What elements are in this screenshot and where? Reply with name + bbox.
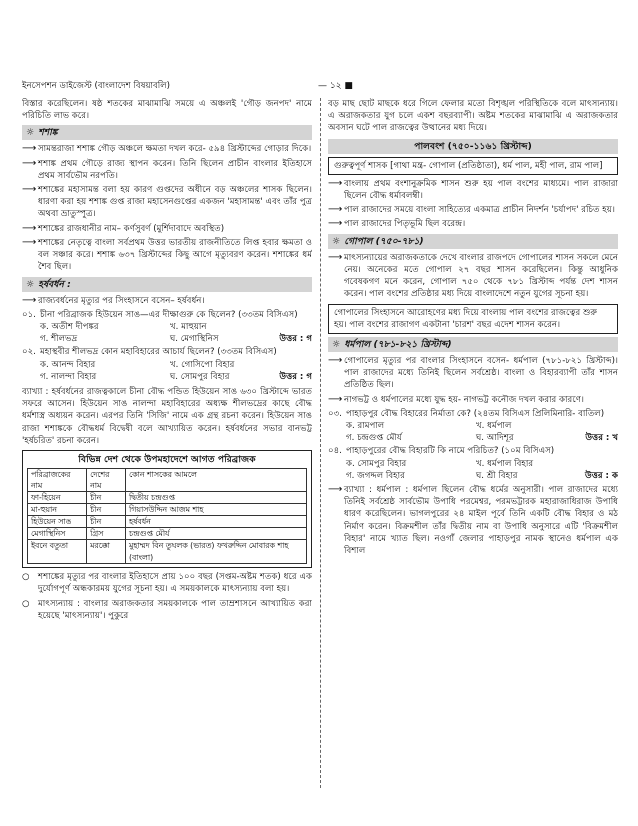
arrow-icon: ⟶ — [22, 222, 37, 234]
arrow-icon: ⟶ — [328, 251, 343, 263]
rulers-box: গুরুত্বপূর্ণ শাসক [গাথা মন্ত্র- গোপাল (প্রতিষ্ঠাতা), ধর্ম পাল, মহী পাল, রাম পাল] — [328, 157, 618, 175]
sun-icon: ☼ — [332, 338, 341, 350]
sun-icon: ☼ — [332, 235, 341, 247]
question-4: ০৪. পাহাড়পুরের বৌদ্ধ বিহারটি কি নামে পরিচিত? (১০ম বিসিএস) ক. সোমপুর বিহার খ. ধর্মপাল বিহার গ. জগদ্দল বিহার ঘ. শ্রী বিহার উত্তর : ক — [328, 446, 618, 481]
arrow-icon: ⟶ — [328, 393, 343, 405]
intro-paragraph: বিস্তার করেছিলেন। ষষ্ঠ শতকের মাঝামাঝি সময়ে এ অঞ্চলই 'গৌড় জনপদ' নামে পরিচিতি লাভ করে। — [22, 99, 312, 122]
document-page — [22, 80, 618, 826]
list-item: ⟶ নাগভট্ট ও ধর্মপালের মধ্যে যুদ্ধ হয়- নাগভট্ট কনৌজ দখল করার কারণে। — [328, 393, 584, 405]
section-heading-harsha: ☼ হর্ষবর্ধন : — [22, 277, 312, 292]
list-item: ⟶ শশাঙ্কের রাজধানীর নাম– কর্ণসুবর্ণ (মুর্শিদাবাদে অবস্থিত) — [22, 222, 225, 234]
list-item: ⟶ পাল রাজাদের পিতৃভূমি ছিল বরেন্দ্র। — [328, 218, 466, 230]
question-3: ০৩. পাহাড়পুর বৌদ্ধ বিহারের নির্মাতা কে? (২৪তম বিসিএস প্রিলিমিনারি- বাতিল) ক. রামপাল খ. ধর্মপাল গ. চন্দ্রগুপ্ত মৌর্য ঘ. আদিশূর উত্তর : খ — [328, 408, 618, 444]
list-item: ⟶ শশাঙ্কের নেতৃত্বে বাংলা সর্বপ্রথম উত্তর ভারতীয় রাজনীতিতে লিপ্ত হবার ক্ষমতা ও বল সঞ্চার করে। শশাঙ্ক ৬৩৭ খ্রিস্টাব্দের কিছু আগে মৃত্যুবরণ করেন। শশাঙ্কের ধর্ম শৈব ছিল। — [22, 236, 312, 273]
arrow-icon: ⟶ — [22, 236, 37, 248]
circle-bullet-icon: ○ — [22, 598, 30, 609]
explanation-paragraph: ব্যাখ্যা : হর্ষবর্ধনের রাজত্বকালে চীনা বৌদ্ধ পন্ডিত হিউয়েন সাঙ ৬৩০ খ্রিস্টাব্দে ভারত সফরে আসেন। হিউয়েন সাঙ নালন্দা মহাবিহারের অধ্যক্ষ শীলভদ্রের কাছে বৌদ্ধ ধর্মশাস্ত্র অধ্যয়ন করেন। এরপর তিনি 'সিজি' নামে এক গ্রন্থ রচনা করেন। হিউয়েন সাঙ রাজা শশাঙ্ককে বৌদ্ধধর্ম বিদ্বেষী বলে আখ্যায়িত করেন। হর্ষবর্ধনের সভার বানভট্ট 'হর্ষচরিত' রচনা করেন। — [22, 386, 312, 446]
list-item: ⟶ ব্যাখ্যা : ধর্মপাল : ধর্মপাল ছিলেন বৌদ্ধ ধর্মের অনুসারী। পাল রাজাদের মধ্যে তিনিই সর্বশ্রেষ্ঠ সার্বভৌম উপাধি পরমেশ্বর, পরমভট্টারক মহারাজাধিরাজ উপাধি ধারণ করেছিলেন। ভাগলপুরের ২৪ মাইল পূর্বে তিনি একটি বৌদ্ধ বিহার ও মঠ নির্মাণ করেন। বিক্রমশীল তাঁর দ্বিতীয় নাম বা উপাধি অনুসারে এটি 'বিক্রমশীল বিহার' নামে খ্যাত ছিল। নওগাঁ জেলার পাহাড়পুর নামক স্থানেও ধর্মপাল এক বিশাল — [328, 484, 618, 557]
column-divider — [320, 98, 321, 788]
list-item: ⟶ সামন্তরাজা শশাঙ্ক গৌড় অঞ্চলে ক্ষমতা দখল করে- ৫৯৪ খ্রিস্টাব্দের গোড়ার দিকে। — [22, 143, 312, 155]
list-item: ⟶ বাংলায় প্রথম বংশানুক্রমিক শাসন শুরু হয় পাল বংশের মাধ্যমে। পাল রাজারা ছিলেন বৌদ্ধ ধর্মাবলম্বী। — [328, 177, 618, 202]
arrow-icon: ⟶ — [22, 184, 37, 196]
list-item: ⟶ পাল রাজাদের সময়ে বাংলা সাহিত্যের একমাত্র প্রাচীন নিদর্শন 'চর্যাপদ' রচিত হয়। — [328, 204, 615, 216]
arrow-icon: ⟶ — [328, 484, 343, 496]
arrow-icon: ⟶ — [328, 218, 343, 230]
sun-icon: ☼ — [26, 278, 35, 290]
section-heading-pala: পালবংশ (৭৫০-১১৬১ খ্রিস্টাব্দ) — [328, 139, 618, 154]
table-row: মেগাস্থিনিস গ্রিস চন্দ্রগুপ্ত মৌর্য — [28, 528, 307, 540]
list-item: ⟶ শশাঙ্ক প্রথম গৌড়ে রাজ্য স্থাপন করেন। তিনি ছিলেন প্রাচীন বাংলার ইতিহাসে প্রথম সার্বভৌম নরপতি। — [22, 157, 312, 181]
travelers-table-box — [22, 450, 312, 568]
list-item: ⟶ শশাঙ্কের মহাসামন্ত বলা হয় কারণ গুপ্তদের অধীনে বড় অঞ্চলের শাসক ছিলেন। ধারণা করা হয় শশাঙ্ক গুপ্ত রাজা মহাসেনগুপ্তের একজন 'মহাসামন্ত' এবং তাঁর পুত্র অথবা ভ্রাতুস্পুত্র। — [22, 184, 312, 220]
list-item: ○ মাৎস্যন্যায় : বাংলার অরাজকতার সময়কালকে পাল তাম্রশাসনে আখ্যায়িত করা হয়েছে 'মাৎস্যন্যায়'। পুকুরে — [22, 598, 312, 622]
arrow-icon: ⟶ — [328, 177, 343, 189]
list-item: ○ শশাঙ্কের মৃত্যুর পর বাংলার ইতিহাসে প্রায় ১০০ বছর (সপ্তম-অষ্টম শতক) ধরে এক দুর্যোগপূর্ণ অন্ধকারময় যুগের সূচনা হয়। এ সময়কালকে মাৎস্যন্যায় বলা হয়। — [22, 571, 312, 594]
table-row: মা-হুয়ান চীন গিয়াসউদ্দিন আজম শাহ — [28, 504, 307, 516]
arrow-icon: ⟶ — [328, 355, 343, 367]
answer-label: উত্তর : গ — [279, 371, 312, 382]
question-1: ০১. চীনা পরিব্রাজক হিউয়েন সাঙ—এর দীক্ষাগুরু কে ছিলেন? (৩৩তম বিসিএস) ক. অতীশ দীপঙ্কর খ. মাহুয়ান গ. শীলভদ্র ঘ. মেগাস্থিনিস উত্তর : গ — [22, 309, 312, 345]
answer-label: উত্তর : ক — [585, 470, 618, 481]
list-item: ⟶ গোপালের মৃত্যুর পর বাংলার সিংহাসনে বসেন- ধর্মপাল (৭৮১-৮২১ খ্রিস্টাব্দ)। পাল রাজাদের মধ্যে তিনিই ছিলেন সর্বশ্রেষ্ঠ। বাংলা ও বিহারব্যাপী তাঁর শাসন প্রতিষ্ঠিত ছিল। — [328, 355, 618, 391]
section-heading-dharmapala: ☼ ধর্মপাল (৭৮১-৮২১ খ্রিস্টাব্দ) — [328, 337, 618, 352]
continued-paragraph: বড় মাছ ছোট মাছকে ধরে গিলে ফেলার মতো বিশৃঙ্খল পরিস্থিতিকে বলে মাৎস্যন্যায়। এ অরাজকতার যুগ চলে একশ বছরব্যাপী। অষ্টম শতকের মাঝামাঝি এ অরাজকতার অবসান ঘটে পাল রাজত্বের উত্থানের মধ্য দিয়ে। — [328, 99, 618, 134]
list-item: ⟶ রাজ্যবর্ধনের মৃত্যুর পর সিংহাসনে বসেন– হর্ষবর্ধন। — [22, 294, 205, 306]
section-heading-sasanka: ☼ শশাঙ্ক — [22, 125, 312, 140]
circle-bullet-icon: ○ — [22, 571, 30, 582]
arrow-icon: ⟶ — [22, 157, 37, 169]
sun-icon: ☼ — [26, 127, 35, 139]
arrow-icon: ⟶ — [328, 204, 343, 216]
gopal-note-box: গোপালের সিংহাসনে আরোহণের মধ্য দিয়ে বাংলায় পাল বংশের রাজত্বের শুরু হয়। পাল বংশের রাজাগণ একটানা 'চারশ' বছর এদেশ শাসন করেন। — [328, 304, 618, 334]
left-column — [22, 98, 312, 798]
answer-label: উত্তর : গ — [279, 334, 312, 345]
header-title: ইনসেপশন ডাইজেস্ট (বাংলাদেশ বিষয়াবলি) — [22, 81, 171, 91]
list-item: ⟶ মাৎস্যন্যায়ের অরাজকতাকে দেখে বাংলার রাজপদে গোপালের শাসন সকলে মেনে নেয়। অনেকের মতে গোপাল ২৭ বছর শাসন করেছিলেন। কিন্তু আধুনিক গবেষকগণ মনে করেন, গোপাল ৭৫০ থেকে ৭৮১ খ্রিস্টাব্দ পর্যন্ত দেশ শাসন করেন। পাল বংশের প্রতিষ্ঠার মধ্য দিয়ে বাংলাদেশে নতুন যুগের সূচনা হয়। — [328, 251, 618, 300]
question-2: ০২. মহাস্থবীর শীলভদ্র কোন মহাবিহারের আচার্য ছিলেন? (৩৩তম বিসিএস) ক. আনন্দ বিহার খ. গোসিপো বিহার গ. নালন্দা বিহার ঘ. সোমপুর বিহার উত্তর : গ — [22, 347, 312, 382]
table-title: বিভিন্ন দেশ থেকে উপমহাদেশে আগত পরিব্রাজক — [78, 454, 256, 465]
right-column — [328, 98, 618, 788]
travelers-table: পরিব্রাজকের নাম দেশের নাম কোন শাসকের আমলে ফা-হিয়েন চীন দ্বিতীয় চন্দ্রগুপ্ত মা-হুয়ান চীন গিয়াসউদ্দিন আজম শাহ হিউয়েন সাঙ চীন হর্ষবর্ধন মেগাস্থিনিস গ্রিস চন্দ্রগুপ্ত মৌর্য ইবনে বতুতা মরক্কো মুহাম্মদ বিন তুঘলক (ভারত) ফখরুদ্দিন মোবারক শাহ (বাংলা) — [27, 468, 307, 564]
answer-label: উত্তর : খ — [585, 433, 618, 444]
arrow-icon: ⟶ — [22, 294, 37, 306]
page-number: — ১২ ■ — [318, 81, 353, 91]
table-row: ফা-হিয়েন চীন দ্বিতীয় চন্দ্রগুপ্ত — [28, 492, 307, 504]
running-header — [22, 80, 618, 96]
table-row: ইবনে বতুতা মরক্কো মুহাম্মদ বিন তুঘলক (ভারত) ফখরুদ্দিন মোবারক শাহ (বাংলা) — [28, 540, 307, 563]
arrow-icon: ⟶ — [22, 143, 37, 155]
table-row: হিউয়েন সাঙ চীন হর্ষবর্ধন — [28, 516, 307, 528]
section-heading-gopal: ☼ গোপাল (৭৫০-৭৮১) — [328, 234, 618, 249]
